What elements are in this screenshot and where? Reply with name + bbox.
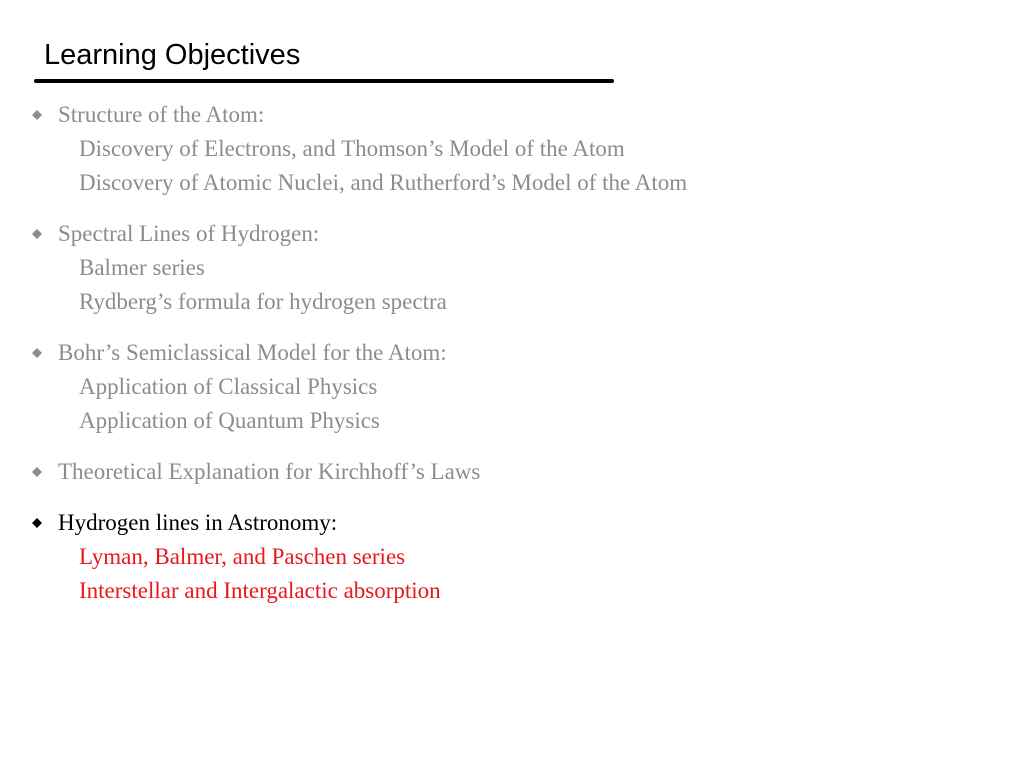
sub-item: Application of Quantum Physics: [79, 408, 380, 433]
topic-structure-of-atom: [29, 98, 989, 200]
topic-kirchhoff-laws: [29, 455, 989, 489]
topic-heading: [29, 98, 989, 132]
topic-hydrogen-astronomy: [29, 506, 989, 608]
sub-item: Interstellar and Intergalactic absorption: [79, 578, 441, 603]
diamond-icon: [32, 348, 42, 358]
slide-title: Learning Objectives: [44, 39, 301, 71]
diamond-icon: [32, 229, 42, 239]
topic-label: Theoretical Explanation for Kirchhoff’s Laws: [58, 459, 481, 484]
sub-item: Discovery of Atomic Nuclei, and Rutherford’s Model of the Atom: [79, 170, 688, 195]
topic-label: Hydrogen lines in Astronomy:: [58, 510, 338, 535]
topic-heading: [29, 336, 989, 370]
objectives-list: [29, 98, 989, 625]
topic-heading: [29, 506, 989, 540]
topic-bohr-model: [29, 336, 989, 438]
diamond-icon: [32, 518, 42, 528]
sub-item: Balmer series: [79, 255, 205, 280]
diamond-icon: [32, 467, 42, 477]
diamond-icon: [32, 110, 42, 120]
topic-label: Spectral Lines of Hydrogen:: [58, 221, 320, 246]
sub-item: Lyman, Balmer, and Paschen series: [79, 544, 406, 569]
topic-spectral-lines: [29, 217, 989, 319]
sub-item: Rydberg’s formula for hydrogen spectra: [79, 289, 447, 314]
topic-label: Structure of the Atom:: [58, 102, 265, 127]
topic-heading: [29, 455, 989, 489]
title-underline: [34, 79, 614, 83]
sub-item: Discovery of Electrons, and Thomson’s Model of the Atom: [79, 136, 625, 161]
sub-item: Application of Classical Physics: [79, 374, 378, 399]
topic-heading: [29, 217, 989, 251]
topic-label: Bohr’s Semiclassical Model for the Atom:: [58, 340, 447, 365]
